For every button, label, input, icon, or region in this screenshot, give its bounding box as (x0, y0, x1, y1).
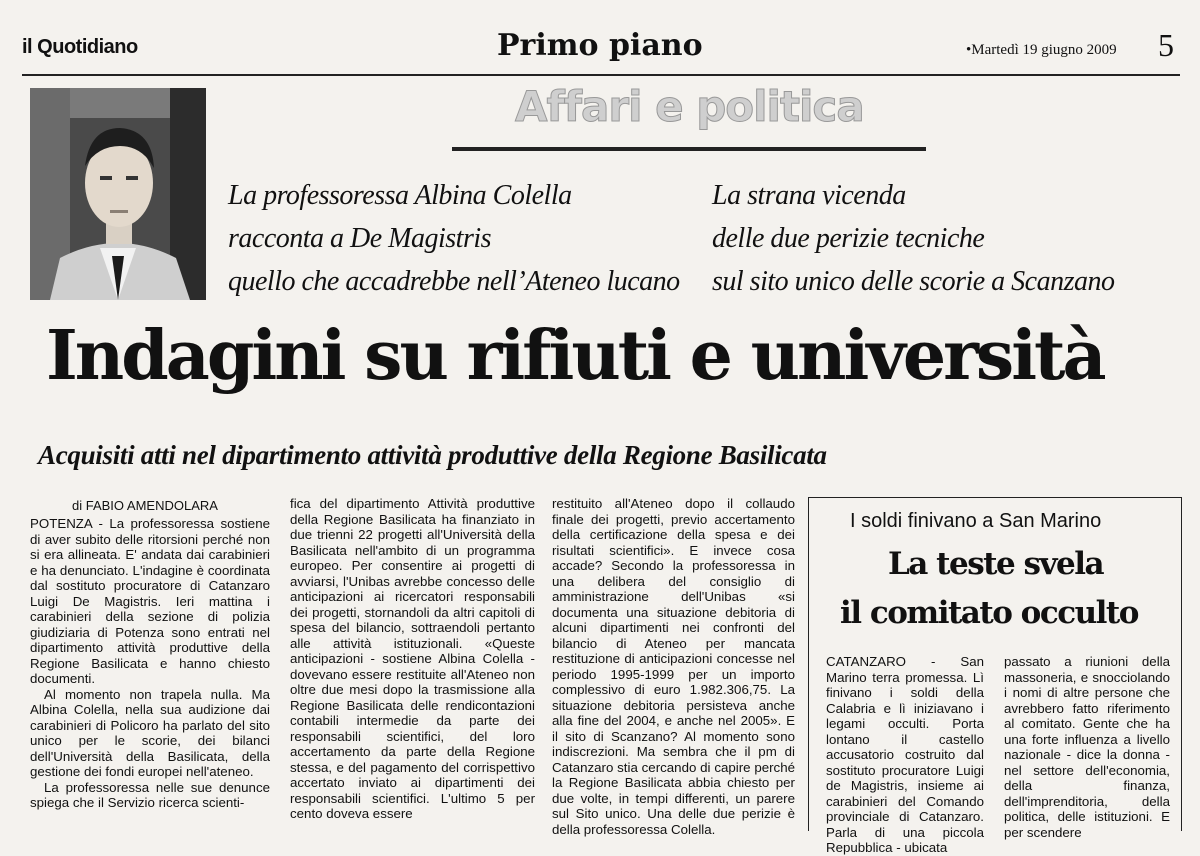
deck-line: delle due perizie tecniche (712, 223, 985, 254)
deck-line: racconta a De Magistris (228, 223, 492, 254)
subheadline: Acquisiti atti nel dipartimento attività produttive della Regione Basilicata (38, 440, 827, 470)
box-title-line-2: il comitato occulto (840, 595, 1138, 631)
deck-line: sul sito unico delle scorie a Scanzano (712, 266, 1115, 297)
issue-date: •Martedì 19 giugno 2009 (966, 42, 1117, 58)
deck-line: La strana vicenda (712, 180, 906, 211)
byline: di FABIO AMENDOLARA (72, 498, 218, 513)
box-column-2 (1004, 654, 1170, 840)
paragraph: Al momento non trapela nulla. Ma Albina Colella, nella sua audizione dai carabinieri di Policoro ha parlato del sito unico per le scorie, dei bilanci dell'Università della Basilicata, della gestione dei fondi europei nell'ateneo. (30, 686, 270, 779)
box-title-line-1: La teste svela (888, 546, 1104, 582)
box-column-1 (826, 654, 984, 856)
article-column-1 (30, 516, 270, 811)
main-headline: Indagini su rifiuti e università (46, 316, 1104, 396)
paragraph: passato a riunioni della massoneria, e snocciolando i nomi di altre persone che avrebbero fatto riferimento al comitato. Gente che ha una forte influenza a livello nazionale - dice la donna - nel settore dell'economia, della finanza, dell'imprenditoria, della politica, delle istituzioni. E per scendere (1004, 654, 1170, 840)
article-column-3 (552, 496, 795, 837)
deck-line: La professoressa Albina Colella (228, 180, 572, 211)
section-kicker: Affari e politica (515, 82, 864, 131)
portrait-image (30, 88, 206, 300)
paragraph: La professoressa nelle sue denunce spiega che il Servizio ricerca scienti- (30, 779, 270, 810)
section-title: Primo piano (497, 28, 703, 63)
box-kicker: I soldi finivano a San Marino (850, 510, 1102, 532)
paragraph: CATANZARO - San Marino terra promessa. Lì finivano i soldi della Calabria e lì iniziavano i legami occulti. Porta lontano il castello accusatorio costruito dal sostituto procuratore Luigi de Magistris, insieme ai carabinieri del Comando provinciale di Catanzaro. Parla di una piccola Repubblica - ubicata (826, 654, 984, 855)
masthead-logo: il Quotidiano (22, 36, 138, 58)
paragraph: fica del dipartimento Attività produttive della Regione Basilicata ha finanziato in due trienni 22 progetti all'Università della Basilicata nell'ambito di un programma europeo. Per consentire ai progetti di avviarsi, l'Unibas avrebbe concesso delle anticipazioni ai ricercatori responsabili dei progetti, stornandoli da altri capitoli di spesa del bilancio, sottraendoli pertanto alle attività istituzionali. «Queste anticipazioni - sostiene Albina Colella - dovevano essere restituite all'Ateneo non oltre due mesi dopo la trasmissione alla Regione Basilicata delle rendicontazioni contabili intermedie da parte dei responsabili scientifici, del loro accertamento da parte della Regione stessa, e del pagamento del corrispettivo accertato inviato ai dipartimenti dei responsabili scientifici. L'ultimo 5 per cento doveva essere (290, 496, 535, 821)
deck-left (228, 174, 698, 303)
portrait-photo (30, 88, 206, 300)
paragraph: POTENZA - La professoressa sostiene di aver subito delle ritorsioni perché non si era allineata. E' andata dai carabinieri e ha denunciato. L'indagine è coordinata dal sostituto procuratore di Catanzaro Luigi De Magistris. Ieri mattina i carabinieri della sezione di polizia giudiziaria di Potenza sono entrati nel dipartimento attività produttive della Regione Basilicata e hanno chiesto documenti. (30, 516, 270, 686)
deck-line: quello che accadrebbe nell’Ateneo lucano (228, 266, 680, 297)
article-column-2 (290, 496, 535, 822)
deck-right (712, 174, 1182, 303)
page-number: 5 (1158, 27, 1174, 63)
kicker-rule (452, 147, 926, 151)
paragraph: restituito all'Ateneo dopo il collaudo finale dei progetti, previo accertamento della certificazione della spesa e dei risultati scientifici». E invece cosa accade? Secondo la professoressa in una delibera del consiglio di amministrazione dell'Unibas «si documenta una situazione debitoria di alcuni dipartimenti nei confronti del bilancio di Ateneo per mancata restituzione di anticipazioni concesse nel periodo 1995-1999 per un importo complessivo di euro 1.982.306,75. La situazione debitoria persisteva anche alla fine del 2004, e anche nel 2005». E il sito di Scanzano? Al momento sono indiscrezioni. Ma sembra che il pm di Catanzaro stia cercando di capire perché la Regione Basilicata abbia chiesto per due volte, in tempi differenti, un parere sul Sito unico. Una delle due perizie è della professoressa Colella. (552, 496, 795, 837)
header-rule (22, 74, 1180, 76)
